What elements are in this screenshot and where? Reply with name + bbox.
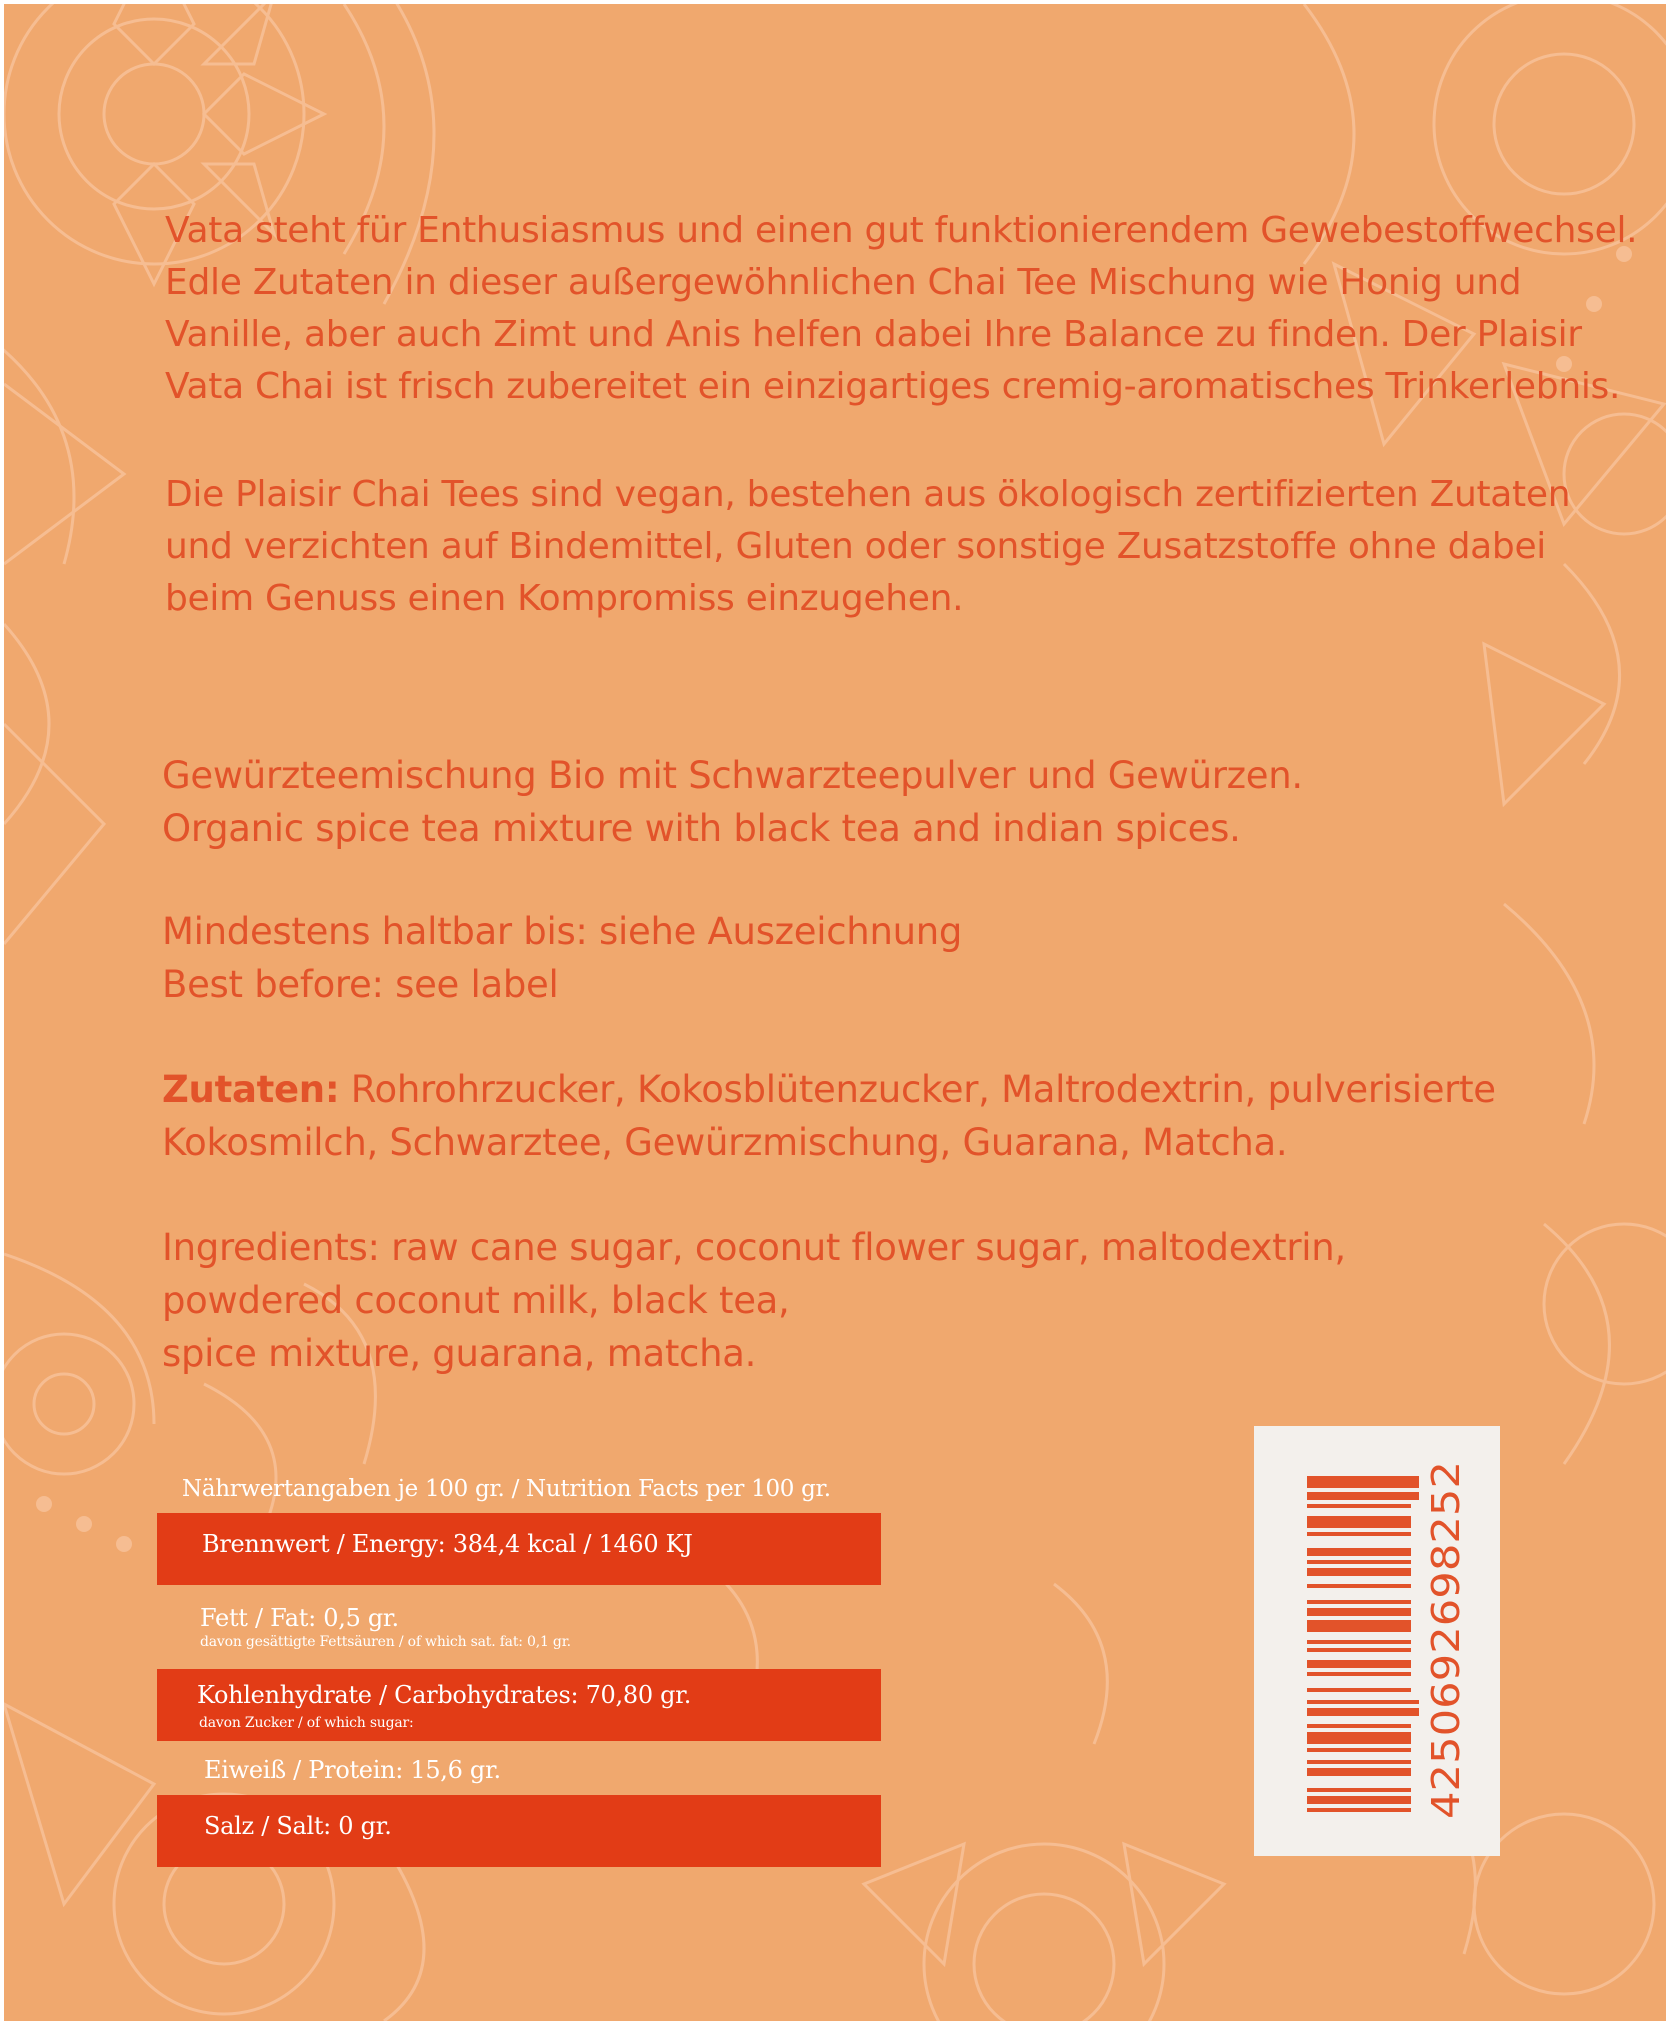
barcode-bar bbox=[1307, 1732, 1411, 1744]
nutrition-row-protein bbox=[204, 1756, 501, 1784]
barcode-bar bbox=[1307, 1560, 1411, 1564]
barcode-bar bbox=[1307, 1808, 1411, 1812]
barcode-bar bbox=[1307, 1760, 1411, 1764]
barcode-bar bbox=[1307, 1708, 1419, 1716]
barcode-bar bbox=[1307, 1768, 1411, 1776]
shelf-life bbox=[162, 905, 962, 1011]
nutrition-row-salt bbox=[157, 1795, 881, 1867]
barcode-bar bbox=[1307, 1504, 1411, 1508]
nutrition-row-energy bbox=[157, 1513, 881, 1585]
barcode-bar bbox=[1307, 1548, 1411, 1556]
barcode-bar bbox=[1307, 1640, 1411, 1644]
barcode-bar bbox=[1307, 1492, 1419, 1500]
barcode-bar bbox=[1307, 1796, 1411, 1804]
description-line: Die Plaisir Chai Tees sind vegan, bestehen aus ökologisch zertifizierten Zutaten bbox=[165, 474, 1571, 515]
ingredients-de-label: Zutaten: bbox=[162, 1068, 340, 1111]
ingredients-de-text: Rohrohrzucker, Kokosblütenzucker, Maltrodextrin, pulverisierte bbox=[339, 1068, 1496, 1111]
product-type-de: Gewürzteemischung Bio mit Schwarzteepulver und Gewürzen. bbox=[162, 754, 1303, 797]
product-type bbox=[162, 749, 1303, 855]
barcode-bar bbox=[1307, 1600, 1411, 1604]
barcode bbox=[1254, 1426, 1500, 1856]
description-paragraph-2 bbox=[165, 469, 1570, 625]
barcode-bar bbox=[1307, 1568, 1411, 1576]
nutrition-title: Nährwertangaben je 100 gr. / Nutrition Facts per 100 gr. bbox=[182, 1476, 831, 1502]
barcode-bar bbox=[1307, 1584, 1411, 1588]
description-line: Vanille, aber auch Zimt und Anis helfen dabei Ihre Balance zu finden. Der Plaisir bbox=[165, 314, 1582, 355]
nutrition-energy: Brennwert / Energy: 384,4 kcal / 1460 KJ bbox=[202, 1530, 693, 1558]
description-line: und verzichten auf Bindemittel, Gluten oder sonstige Zusatzstoffe ohne dabei bbox=[165, 526, 1546, 567]
description-paragraph-1 bbox=[165, 205, 1637, 413]
shelf-life-de: Mindestens haltbar bis: siehe Auszeichnung bbox=[162, 910, 963, 953]
description-line: Vata steht für Enthusiasmus und einen gut funktionierendem Gewebestoffwechsel. bbox=[165, 210, 1638, 251]
ingredients-de-line-1 bbox=[162, 1063, 1496, 1116]
ingredients-de-line-2: Kokosmilch, Schwarztee, Gewürzmischung, Guarana, Matcha. bbox=[162, 1121, 1288, 1164]
label-panel bbox=[4, 4, 1666, 2021]
barcode-bar bbox=[1307, 1788, 1411, 1792]
barcode-bar bbox=[1307, 1700, 1419, 1704]
ingredients-de bbox=[162, 1063, 1496, 1169]
barcode-bar bbox=[1307, 1476, 1419, 1488]
ingredients-en-line: Ingredients: raw cane sugar, coconut flower sugar, maltodextrin, bbox=[162, 1226, 1346, 1269]
nutrition-carbs: Kohlenhydrate / Carbohydrates: 70,80 gr. bbox=[197, 1681, 692, 1709]
barcode-bar bbox=[1307, 1724, 1411, 1728]
barcode-bar bbox=[1307, 1532, 1411, 1536]
shelf-life-en: Best before: see label bbox=[162, 963, 559, 1006]
product-type-en: Organic spice tea mixture with black tea and indian spices. bbox=[162, 807, 1241, 850]
nutrition-protein: Eiweiß / Protein: 15,6 gr. bbox=[204, 1756, 501, 1784]
ingredients-en-line: spice mixture, guarana, matcha. bbox=[162, 1332, 757, 1375]
barcode-bar bbox=[1307, 1688, 1411, 1692]
nutrition-salt: Salz / Salt: 0 gr. bbox=[204, 1812, 392, 1840]
ingredients-en bbox=[162, 1221, 1346, 1380]
barcode-number: 4250692698252 bbox=[1424, 1504, 1468, 1819]
description-line: beim Genuss einen Kompromiss einzugehen. bbox=[165, 578, 964, 619]
barcode-bar bbox=[1307, 1620, 1411, 1632]
ingredients-en-line: powdered coconut milk, black tea, bbox=[162, 1279, 790, 1322]
barcode-bar bbox=[1307, 1516, 1411, 1528]
barcode-bar bbox=[1307, 1660, 1411, 1668]
barcode-bar bbox=[1307, 1608, 1411, 1616]
nutrition-carbs-sub: davon Zucker / of which sugar: bbox=[199, 1715, 414, 1731]
barcode-bar bbox=[1307, 1672, 1411, 1676]
barcode-bars bbox=[1254, 1426, 1500, 1856]
barcode-bar bbox=[1307, 1648, 1411, 1652]
barcode-bar bbox=[1307, 1748, 1411, 1752]
description-line: Vata Chai ist frisch zubereitet ein einzigartiges cremig-aromatisches Trinkerlebnis. bbox=[165, 366, 1621, 407]
nutrition-fat: Fett / Fat: 0,5 gr. bbox=[200, 1604, 399, 1632]
nutrition-fat-sub: davon gesättigte Fettsäuren / of which sat. fat: 0,1 gr. bbox=[200, 1634, 571, 1650]
nutrition-row-carbs bbox=[157, 1669, 881, 1741]
description-line: Edle Zutaten in dieser außergewöhnlichen Chai Tee Mischung wie Honig und bbox=[165, 262, 1522, 303]
nutrition-row-fat bbox=[200, 1604, 571, 1650]
